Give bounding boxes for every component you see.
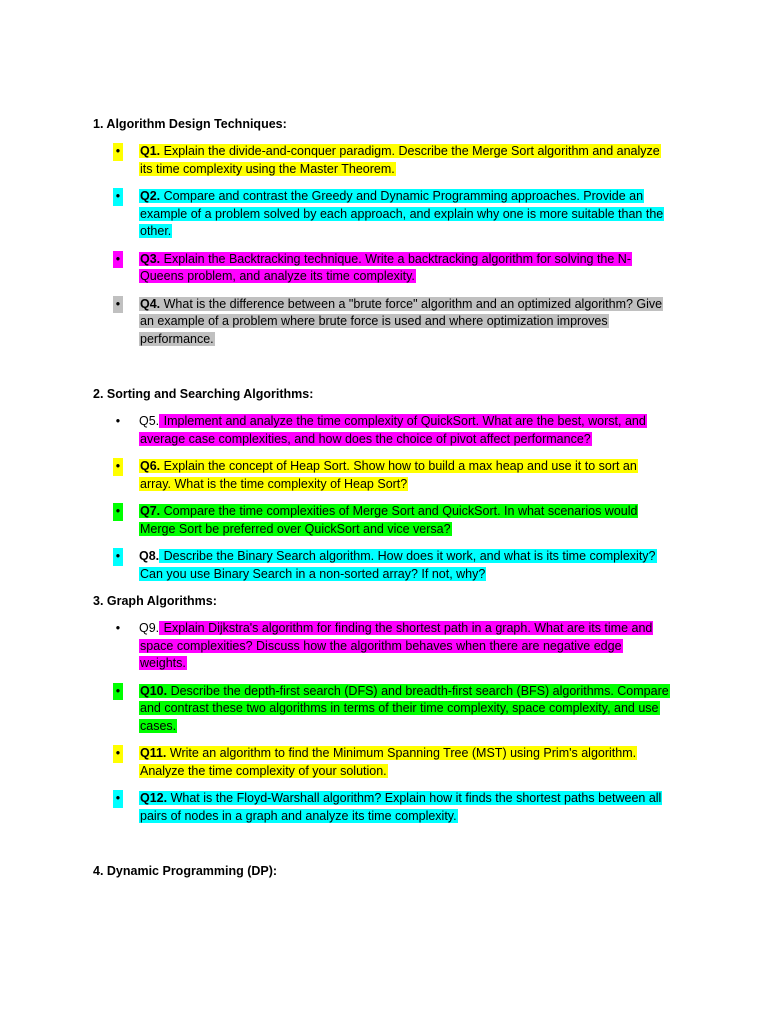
question-number: Q10.	[140, 683, 168, 698]
bullet-icon: •	[115, 414, 121, 428]
question-body: Write an algorithm to find the Minimum Spanning Tree (MST) using Prim's algorithm. Analyze the time complexity of your solution.	[140, 746, 637, 778]
question-item-q10	[93, 683, 669, 736]
section-title: 3. Graph Algorithms:	[93, 594, 217, 608]
bullet-icon: •	[113, 251, 123, 269]
question-number: Q11.	[140, 746, 167, 760]
question-text	[139, 459, 638, 491]
question-number: Q7.	[140, 504, 161, 518]
bullet-icon: •	[113, 296, 123, 314]
bullet-icon: •	[113, 143, 123, 161]
question-number: Q4.	[140, 296, 161, 311]
question-body: Implement and analyze the time complexity of QuickSort. What are the best, worst, and average case complexities, and how does the choice of pivot affect performance?	[140, 414, 646, 446]
question-item-q9	[93, 620, 669, 673]
question-number: Q12.	[140, 791, 168, 805]
question-text	[139, 791, 662, 823]
section-title: 4. Dynamic Programming (DP):	[93, 864, 278, 878]
question-number: Q5.	[139, 414, 160, 428]
question-list	[93, 143, 693, 348]
question-item-q6	[93, 458, 669, 493]
section-title: 1. Algorithm Design Techniques:	[93, 117, 287, 131]
bullet-icon: •	[113, 683, 123, 701]
question-text	[139, 746, 637, 778]
question-item-q3	[93, 251, 669, 286]
question-number: Q1.	[140, 144, 161, 158]
question-item-q11	[93, 745, 669, 780]
question-number: Q6.	[140, 459, 161, 473]
question-body: Explain the divide-and-conquer paradigm. Describe the Merge Sort algorithm and analyze its time complexity using the Master Theorem.	[140, 144, 660, 176]
question-body: What is the Floyd-Warshall algorithm? Explain how it finds the shortest paths between all pairs of nodes in a graph and analyze its time complexity.	[140, 791, 662, 823]
question-body: What is the difference between a "brute force" algorithm and an optimized algorithm? Give an example of a problem where brute force is used and where optimization improves performance.	[140, 296, 663, 346]
question-item-q12	[93, 790, 669, 825]
bullet-icon: •	[113, 548, 123, 566]
question-number: Q2.	[140, 189, 161, 203]
question-item-q2	[93, 188, 669, 241]
section-title: 2. Sorting and Searching Algorithms:	[93, 387, 314, 401]
question-number: Q9.	[139, 621, 160, 635]
question-text	[139, 297, 663, 346]
question-body: Explain the concept of Heap Sort. Show how to build a max heap and use it to sort an array. What is the time complexity of Heap Sort?	[140, 459, 637, 491]
question-item-q1	[93, 143, 669, 178]
bullet-icon: •	[113, 790, 123, 808]
question-item-q5	[93, 413, 669, 448]
question-text	[139, 684, 670, 733]
question-item-q7	[93, 503, 669, 538]
question-text	[139, 504, 638, 536]
question-list	[93, 620, 693, 825]
question-number: Q8.	[139, 549, 160, 563]
bullet-icon: •	[113, 503, 123, 521]
question-body: Compare the time complexities of Merge Sort and QuickSort. In what scenarios would Merge Sort be preferred over QuickSort and vice versa?	[140, 504, 638, 536]
question-body: Compare and contrast the Greedy and Dynamic Programming approaches. Provide an example of a problem solved by each approach, and explain why one is more suitable than the other.	[140, 189, 664, 238]
question-text	[139, 252, 632, 284]
bullet-icon: •	[115, 621, 121, 635]
question-item-q4	[93, 296, 669, 349]
question-number: Q3.	[140, 251, 161, 266]
bullet-icon: •	[113, 745, 123, 763]
question-body: Describe the depth-first search (DFS) and breadth-first search (BFS) algorithms. Compare and contrast these two algorithms in terms of their time complexity, space complexity, and use cases.	[140, 683, 669, 733]
question-body: Explain the Backtracking technique. Write a backtracking algorithm for solving the N-Queens problem, and analyze its time complexity.	[140, 251, 631, 283]
bullet-icon: •	[113, 458, 123, 476]
question-text	[139, 189, 664, 238]
question-body: Describe the Binary Search algorithm. How does it work, and what is its time complexity? Can you use Binary Search in a non-sorted array? If not, why?	[140, 549, 656, 581]
bullet-icon: •	[113, 188, 123, 206]
section-algorithm-design	[93, 116, 693, 348]
section-graph-algorithms	[93, 593, 693, 825]
question-item-q8	[93, 548, 669, 583]
question-body: Explain Dijkstra's algorithm for finding the shortest path in a graph. What are its time and space complexities? Discuss how the algorithm behaves when there are negative edge weights.	[140, 621, 653, 670]
question-list	[93, 413, 693, 583]
section-sorting-searching	[93, 386, 693, 583]
question-text	[139, 144, 661, 176]
section-dynamic-programming	[93, 863, 693, 880]
